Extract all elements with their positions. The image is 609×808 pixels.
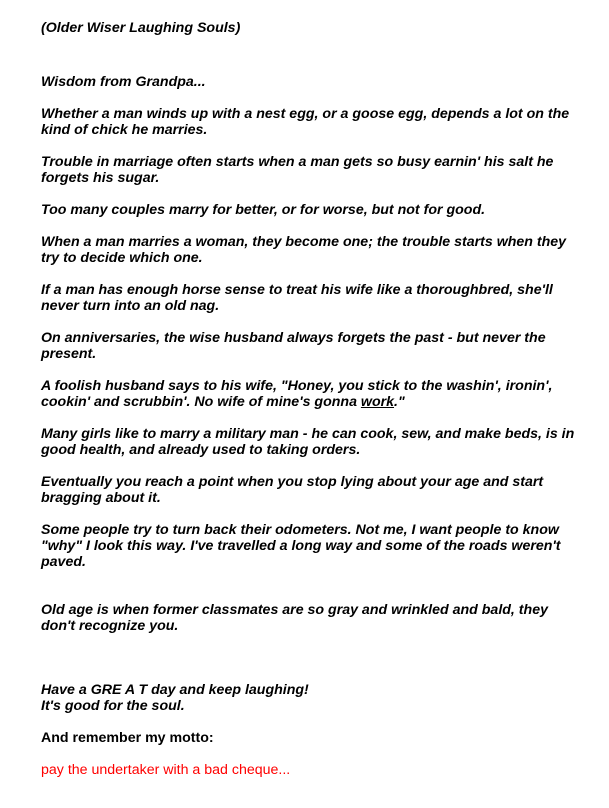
- closing-line-1: Have a GRE A T day and keep laughing!: [41, 682, 309, 698]
- page-title: (Older Wiser Laughing Souls): [41, 20, 241, 36]
- document-body: [41, 20, 581, 778]
- foolish-text-after: .": [394, 394, 405, 410]
- saying-old-age: Old age is when former classmates are so gray and wrinkled and bald, they don't recognize you.: [41, 602, 548, 634]
- saying-bragging-age: Eventually you reach a point when you stop lying about your age and start bragging about it.: [41, 474, 544, 506]
- saying-foolish-husband: [41, 378, 581, 410]
- saying-become-one: When a man marries a woman, they become one; the trouble starts when they try to decide which one.: [41, 234, 567, 266]
- saying-salt-sugar: Trouble in marriage often starts when a man gets so busy earnin' his salt he forgets his sugar.: [41, 154, 554, 186]
- closing-line-2: It's good for the soul.: [41, 698, 185, 714]
- saying-military-man: Many girls like to marry a military man - he can cook, sew, and make beds, is in good health, and already used to taking orders.: [41, 426, 575, 458]
- saying-for-good: Too many couples marry for better, or for worse, but not for good.: [41, 202, 486, 218]
- foolish-underlined-word: work: [360, 394, 395, 410]
- saying-horse-sense: If a man has enough horse sense to treat his wife like a thoroughbred, she'll never turn into an old nag.: [41, 282, 553, 314]
- saying-nest-egg: Whether a man winds up with a nest egg, or a goose egg, depends a lot on the kind of chick he marries.: [41, 106, 570, 138]
- foolish-text-before: A foolish husband says to his wife, "Honey, you stick to the washin', ironin', cookin' and scrubbin'. No wife of mine's gonna: [41, 378, 553, 410]
- saying-anniversaries: On anniversaries, the wise husband always forgets the past - but never the present.: [41, 330, 546, 362]
- intro-line: Wisdom from Grandpa...: [41, 74, 206, 90]
- motto-lead: And remember my motto:: [41, 730, 214, 746]
- saying-odometers: Some people try to turn back their odometers. Not me, I want people to know "why" I look this way. I've travelled a long way and some of the roads weren't paved.: [41, 522, 561, 570]
- motto-text: pay the undertaker with a bad cheque...: [41, 762, 291, 778]
